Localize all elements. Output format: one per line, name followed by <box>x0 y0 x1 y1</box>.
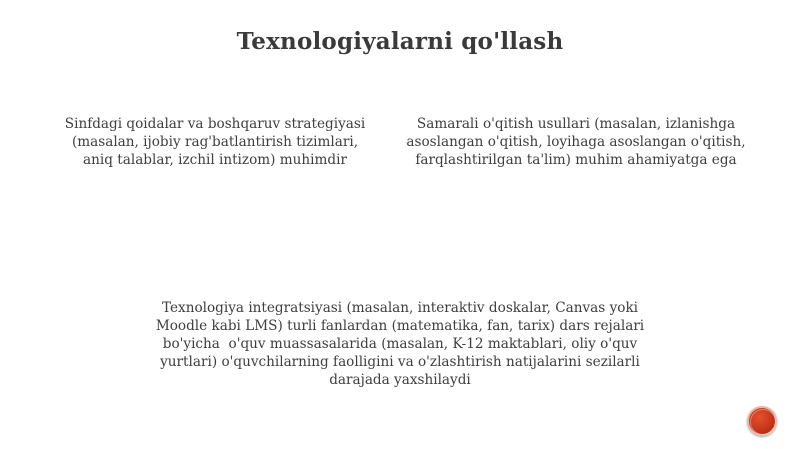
text-line: Moodle kabi LMS) turli fanlardan (matematika, fan, tarix) dars rejalari <box>155 318 645 334</box>
next-slide-button[interactable] <box>747 406 777 436</box>
text-line: bo'yicha o'quv muassasalarida (masalan, K-12 maktablari, oliy o'quv <box>162 336 638 352</box>
text-line: Samarali o'qitish usullari (masalan, izlanishga <box>416 116 736 132</box>
text-line: farqlashtirilgan ta'lim) muhim ahamiyatga ega <box>415 152 737 168</box>
text-line: (masalan, ijobiy rag'batlantirish tizimlari, <box>71 134 359 150</box>
bottom-text-block <box>140 299 660 389</box>
right-text-block <box>392 115 760 169</box>
circle-button-icon <box>750 409 776 435</box>
text-line: Texnologiya integratsiyasi (masalan, interaktiv doskalar, Canvas yoki <box>161 300 639 316</box>
text-line: darajada yaxshilaydi <box>329 372 471 388</box>
text-line: yurtlari) o'quvchilarning faolligini va o'zlashtirish natijalarini sezilarli <box>160 354 640 370</box>
text-line: aniq talablar, izchil intizom) muhimdir <box>83 152 347 168</box>
text-line: asoslangan o'qitish, loyihaga asoslangan o'qitish, <box>406 134 746 150</box>
text-line: Sinfdagi qoidalar va boshqaruv strategiyasi <box>64 116 366 132</box>
slide-title: Texnologiyalarni qo'llash <box>236 28 564 55</box>
left-text-block <box>45 115 385 169</box>
